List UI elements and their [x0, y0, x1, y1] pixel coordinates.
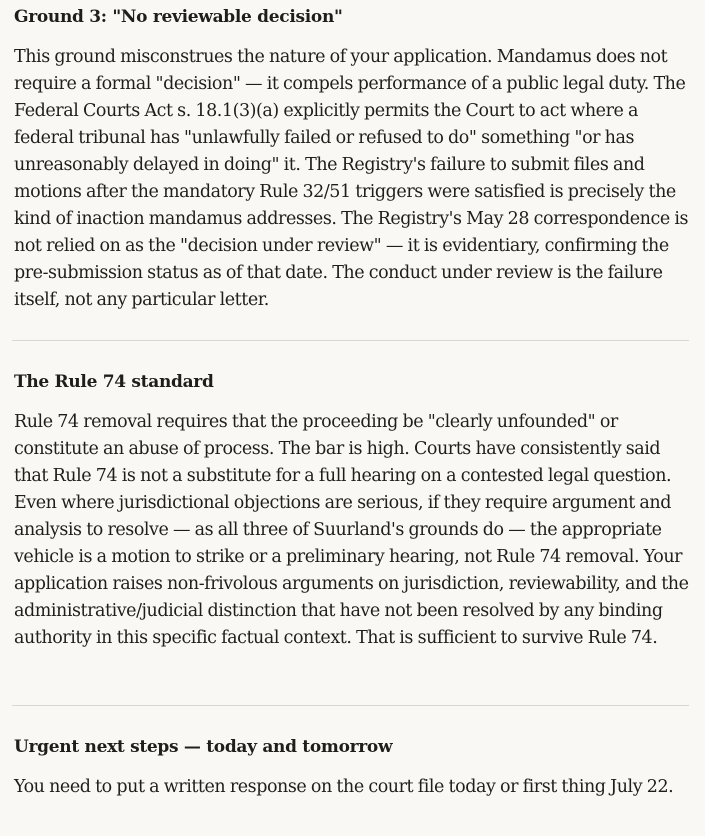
section-divider — [12, 340, 689, 341]
bottom-fade — [0, 830, 705, 836]
section-heading-ground-3: Ground 3: "No reviewable decision" — [14, 7, 343, 27]
section-heading-rule-74: The Rule 74 standard — [14, 372, 214, 392]
section-body-rule-74: Rule 74 removal requires that the proceeding be "clearly unfounded" or constitute an abuse of process. The bar is high. Courts have consistently said that Rule 74 is not a substitute for a full hearing on a contested legal question. Even where jurisdictional objections are serious, if they require argument and analysis to resolve — as all three of Suurland's grounds do — the appropriate vehicle is a motion to strike or a preliminary hearing, not Rule 74 removal. Your application raises non-frivolous arguments on jurisdiction, reviewability, and the administrative/judicial distinction that have not been resolved by any binding authority in this specific factual context. That is sufficient to survive Rule 74. — [14, 412, 689, 648]
section-divider — [12, 705, 689, 706]
section-body-ground-3: This ground misconstrues the nature of your application. Mandamus does not require a formal "decision" — it compels performance of a public legal duty. The Federal Courts Act s. 18.1(3)(a) explicitly permits the Court to act where a federal tribunal has "unlawfully failed or refused to do" something "or has unreasonably delayed in doing" it. The Registry's failure to submit files and motions after the mandatory Rule 32/51 triggers were satisfied is precisely the kind of inaction mandamus addresses. The Registry's May 28 correspondence is not relied on as the "decision under review" — it is evidentiary, confirming the pre-submission status as of that date. The conduct under review is the failure itself, not any particular letter. — [14, 47, 689, 310]
section-heading-next-steps: Urgent next steps — today and tomorrow — [14, 737, 393, 757]
section-body-next-steps: You need to put a written response on the court file today or first thing July 22. — [14, 777, 674, 797]
